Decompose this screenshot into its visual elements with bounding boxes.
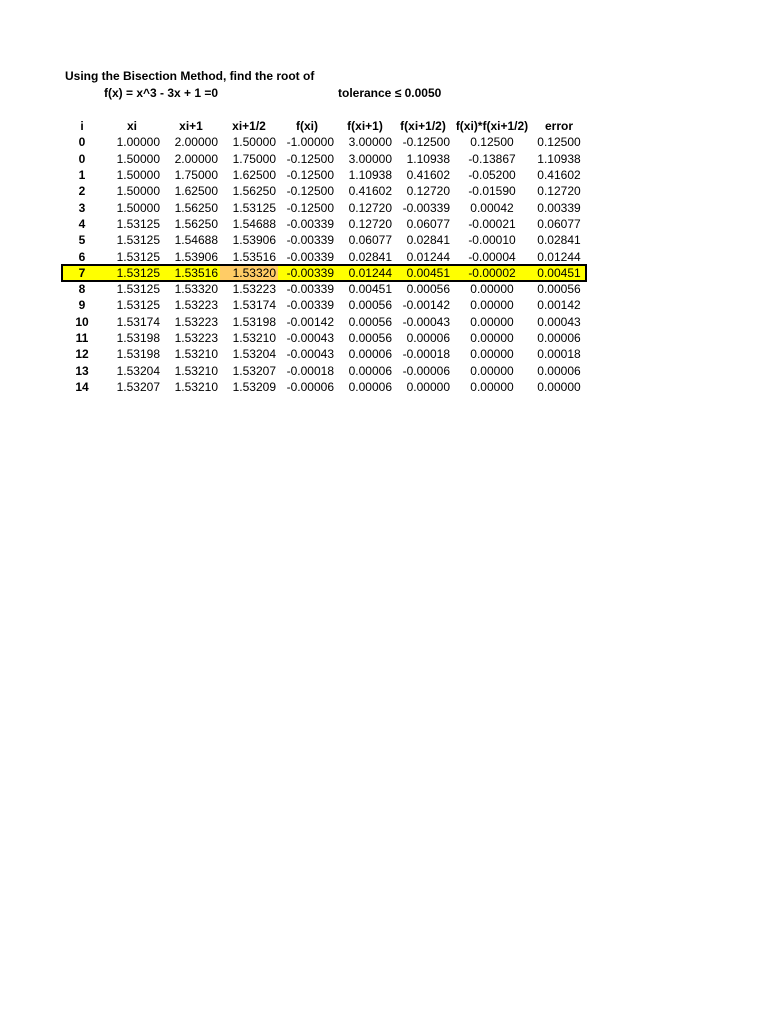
table-cell: -1.00000 xyxy=(286,135,334,150)
table-cell: -0.00339 xyxy=(286,249,334,264)
table-row xyxy=(62,330,586,346)
table-cell: -0.12500 xyxy=(286,184,334,199)
iteration-cell: 3 xyxy=(78,200,86,215)
table-cell: 1.10938 xyxy=(348,168,392,183)
table-cell: 1.53210 xyxy=(174,363,218,378)
iteration-cell: 4 xyxy=(78,216,86,231)
tolerance-label: tolerance ≤ 0.0050 xyxy=(338,86,442,100)
table-cell: 0.00006 xyxy=(348,347,392,362)
table-cell: 1.53125 xyxy=(116,233,160,248)
header-product: f(xi)*f(xi+1/2) xyxy=(455,119,529,134)
equation-label: f(x) = x^3 - 3x + 1 =0 xyxy=(104,86,219,100)
table-cell: -0.00006 xyxy=(402,363,450,378)
table-cell: 1.53125 xyxy=(102,265,162,281)
iteration-cell: 2 xyxy=(78,184,86,199)
header-xi-plus-half: xi+1/2 xyxy=(232,119,266,134)
table-cell: 0.00000 xyxy=(470,331,514,345)
table-row xyxy=(62,151,586,167)
table-cell: -0.12500 xyxy=(286,151,334,166)
table-cell: 0.01244 xyxy=(537,249,581,264)
table-cell: -0.00043 xyxy=(402,314,450,329)
header-xi: xi xyxy=(126,119,137,134)
table-cell: -0.12500 xyxy=(402,135,450,150)
bisection-table xyxy=(62,118,586,395)
table-cell: 0.06077 xyxy=(348,233,392,248)
table-cell: 0.00056 xyxy=(348,298,392,313)
table-cell: 0.02841 xyxy=(537,233,581,248)
table-cell: -0.12500 xyxy=(286,168,334,183)
table-row xyxy=(62,362,586,378)
table-cell: 1.53125 xyxy=(232,200,276,215)
table-cell: 0.00142 xyxy=(537,298,581,313)
iteration-cell: 12 xyxy=(75,347,89,362)
table-cell: 1.53174 xyxy=(232,298,276,313)
table-cell: -0.00339 xyxy=(286,233,334,248)
table-cell: -0.00002 xyxy=(452,265,532,281)
table-cell: 0.00056 xyxy=(348,314,392,329)
table-cell: -0.00339 xyxy=(402,200,450,215)
table-cell: 0.00000 xyxy=(470,298,514,313)
table-cell: 1.75000 xyxy=(232,151,276,166)
table-cell: 1.53125 xyxy=(116,282,160,297)
table-cell: 0.00056 xyxy=(537,282,581,297)
table-cell: -0.00006 xyxy=(286,379,334,394)
table-cell: 1.53320 xyxy=(174,282,218,297)
table-cell: 1.50000 xyxy=(232,135,276,150)
table-cell: 0.06077 xyxy=(537,216,581,231)
header-f-xi-plus-1: f(xi+1) xyxy=(347,119,383,134)
table-cell: 1.53906 xyxy=(232,233,276,248)
iteration-cell: 0 xyxy=(78,151,86,166)
iteration-cell: 14 xyxy=(75,379,89,394)
table-cell: 3.00000 xyxy=(348,151,392,166)
table-cell: 0.12500 xyxy=(470,135,514,150)
table-cell: -0.00043 xyxy=(286,347,334,362)
table-cell: 0.00000 xyxy=(470,347,514,362)
table-cell: -0.00142 xyxy=(286,314,334,329)
table-row xyxy=(62,248,586,264)
table-cell: 0.00000 xyxy=(470,363,514,378)
table-cell: 2.00000 xyxy=(174,135,218,150)
table-cell: 0.00339 xyxy=(537,200,581,215)
table-cell: 1.56250 xyxy=(174,200,218,215)
header-i: i xyxy=(80,119,84,134)
table-cell: 0.41602 xyxy=(537,168,581,183)
table-cell: 1.50000 xyxy=(116,168,160,183)
table-cell: 1.75000 xyxy=(174,168,218,183)
table-cell: 1.53223 xyxy=(232,282,276,297)
iteration-cell: 1 xyxy=(78,168,86,183)
table-cell: -0.00339 xyxy=(286,298,334,313)
table-cell: 1.56250 xyxy=(232,184,276,199)
table-row xyxy=(62,281,586,297)
table-cell: 1.54688 xyxy=(174,233,218,248)
table-cell: 3.00000 xyxy=(348,135,392,150)
table-cell: -0.00010 xyxy=(468,233,516,248)
table-cell: 1.53125 xyxy=(116,298,160,313)
table-cell: 0.00006 xyxy=(537,363,581,378)
table-cell: 0.41602 xyxy=(406,168,450,183)
header-xi-plus-1: xi+1 xyxy=(179,119,203,134)
table-cell: -0.12500 xyxy=(286,200,334,215)
table-cell: 1.53207 xyxy=(116,379,160,394)
table-header-row xyxy=(62,118,586,134)
table-cell: 1.53198 xyxy=(116,347,160,362)
table-cell: 0.00056 xyxy=(348,331,392,345)
table-cell: 0.00000 xyxy=(470,314,514,329)
table-cell: 1.50000 xyxy=(116,151,160,166)
table-cell: 1.53125 xyxy=(116,249,160,264)
table-cell: 0.06077 xyxy=(406,216,450,231)
table-cell: 1.53204 xyxy=(116,363,160,378)
table-cell: 1.53516 xyxy=(232,249,276,264)
table-cell: 1.53320 xyxy=(220,265,278,281)
table-cell: 1.53223 xyxy=(174,314,218,329)
table-cell: 1.10938 xyxy=(537,151,581,166)
table-cell: 1.53125 xyxy=(116,216,160,231)
header-error: error xyxy=(544,119,573,134)
table-cell: 0.00018 xyxy=(537,347,581,362)
table-cell: 1.50000 xyxy=(116,200,160,215)
table-cell: -0.00004 xyxy=(468,249,516,264)
table-cell: 1.53210 xyxy=(232,331,276,345)
iteration-cell: 0 xyxy=(78,135,86,150)
table-cell: 0.02841 xyxy=(406,233,450,248)
table-cell: -0.00339 xyxy=(286,282,334,297)
iteration-cell: 7 xyxy=(62,265,102,281)
table-cell: 0.00006 xyxy=(348,363,392,378)
table-cell: 1.50000 xyxy=(116,184,160,199)
table-cell: 0.00000 xyxy=(406,379,450,394)
table-cell: 0.00056 xyxy=(406,282,450,297)
table-cell: 1.62500 xyxy=(232,168,276,183)
table-row xyxy=(62,297,586,313)
table-row xyxy=(62,346,586,362)
table-cell: 1.53209 xyxy=(232,379,276,394)
table-cell: 0.00042 xyxy=(470,200,514,215)
iteration-cell: 5 xyxy=(78,233,86,248)
table-cell: 1.10938 xyxy=(406,151,450,166)
table-cell: 0.01244 xyxy=(336,265,394,281)
table-cell: 0.01244 xyxy=(406,249,450,264)
header-f-xi: f(xi) xyxy=(296,119,318,134)
table-cell: 0.00000 xyxy=(537,379,581,394)
table-cell: 1.53198 xyxy=(116,331,160,345)
iteration-cell: 13 xyxy=(75,363,89,378)
table-cell: 0.00006 xyxy=(348,379,392,394)
table-row xyxy=(62,167,586,183)
table-cell: 0.00043 xyxy=(537,314,581,329)
table-cell: 0.00000 xyxy=(470,282,514,297)
table-cell: 0.12720 xyxy=(537,184,581,199)
table-cell: 0.00006 xyxy=(406,331,450,345)
table-cell: -0.00018 xyxy=(402,347,450,362)
table-cell: 1.53210 xyxy=(174,379,218,394)
table-cell: -0.00142 xyxy=(402,298,450,313)
table-cell: 1.53210 xyxy=(174,347,218,362)
iteration-cell: 11 xyxy=(75,331,89,345)
table-cell: 1.00000 xyxy=(116,135,160,150)
table-cell: 0.12720 xyxy=(406,184,450,199)
table-row-highlighted xyxy=(62,265,586,281)
table-cell: -0.00043 xyxy=(286,331,334,345)
table-row xyxy=(62,199,586,215)
table-cell: 0.12720 xyxy=(348,216,392,231)
table-cell: 1.62500 xyxy=(174,184,218,199)
table-cell: 2.00000 xyxy=(174,151,218,166)
table-row xyxy=(62,232,586,248)
table-cell: 1.53223 xyxy=(174,298,218,313)
table-cell: -0.00021 xyxy=(468,216,516,231)
table-cell: 0.41602 xyxy=(348,184,392,199)
table-cell: 1.53174 xyxy=(116,314,160,329)
table-row xyxy=(62,183,586,199)
table-cell: -0.13867 xyxy=(468,151,516,166)
table-cell: 1.54688 xyxy=(232,216,276,231)
table-row xyxy=(62,216,586,232)
table-cell: 1.53516 xyxy=(162,265,220,281)
table-cell: 0.02841 xyxy=(348,249,392,264)
table-row xyxy=(62,379,586,395)
table-cell: -0.00339 xyxy=(278,265,336,281)
table-cell: 1.53223 xyxy=(174,331,218,345)
table-cell: -0.01590 xyxy=(468,184,516,199)
table-row xyxy=(62,134,586,150)
iteration-cell: 9 xyxy=(78,298,86,313)
table-cell: 0.00006 xyxy=(537,331,581,345)
iteration-cell: 6 xyxy=(78,249,86,264)
table-cell: 0.12720 xyxy=(348,200,392,215)
table-cell: 1.53906 xyxy=(174,249,218,264)
table-cell: -0.00339 xyxy=(286,216,334,231)
table-cell: 0.12500 xyxy=(537,135,581,150)
table-cell: 0.00451 xyxy=(394,265,452,281)
page-title: Using the Bisection Method, find the root of xyxy=(65,69,315,83)
table-cell: -0.05200 xyxy=(468,168,516,183)
header-f-xi-plus-half: f(xi+1/2) xyxy=(400,119,446,134)
table-cell: 0.00451 xyxy=(532,265,586,281)
table-cell: 1.53207 xyxy=(232,363,276,378)
table-cell: 0.00451 xyxy=(348,282,392,297)
table-cell: -0.00018 xyxy=(286,363,334,378)
iteration-cell: 10 xyxy=(75,314,89,329)
table-cell: 1.56250 xyxy=(174,216,218,231)
iteration-cell: 8 xyxy=(78,282,86,297)
table-cell: 0.00000 xyxy=(470,379,514,394)
table-cell: 1.53198 xyxy=(232,314,276,329)
table-row xyxy=(62,314,586,330)
table-cell: 1.53204 xyxy=(232,347,276,362)
table-body xyxy=(62,134,586,395)
